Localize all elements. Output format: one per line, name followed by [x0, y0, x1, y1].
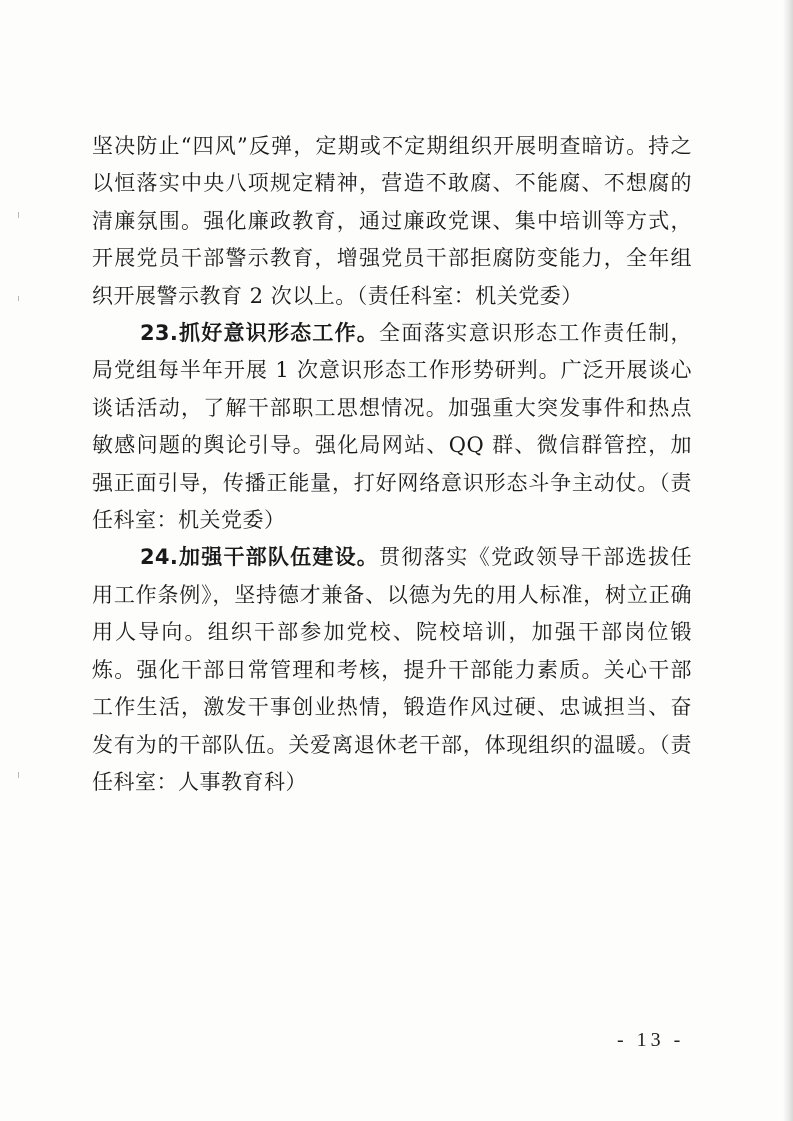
paragraph-text: 全面落实意识形态工作责任制，局党组每半年开展 1 次意识形态工作形势研判。广泛开展谈心谈话活动，了解干部职工思想情况。加强重大突发事件和热点敏感问题的舆论引导。强化局网站、QQ 群、微信群管控，加强正面引导，传播正能量，打好网络意识形态斗争主动仗。（责任科室：机关党委） [92, 321, 692, 533]
item-heading: 23.抓好意识形态工作。 [140, 321, 380, 346]
item-heading: 24.加强干部队伍建设。 [140, 545, 380, 570]
paragraph-item-24 [92, 539, 692, 801]
scan-mark [18, 212, 19, 218]
paragraph-text: 贯彻落实《党政领导干部选拔任用工作条例》，坚持德才兼备、以德为先的用人标准，树立正确用人导向。组织干部参加党校、院校培训，加强干部岗位锻炼。强化干部日常管理和考核，提升干部能力素质。关心干部工作生活，激发干事创业热情，锻造作风过硬、忠诚担当、奋发有为的干部队伍。关爱离退休老干部，体现组织的温暖。（责任科室：人事教育科） [92, 545, 692, 794]
scan-mark [18, 296, 19, 301]
body-text [92, 128, 692, 801]
paragraph-continuation [92, 128, 692, 315]
page-number: - 13 - [617, 1029, 685, 1051]
paragraph-item-23 [92, 315, 692, 539]
scan-edge-shadow [783, 0, 793, 1121]
scan-mark [18, 772, 19, 778]
paragraph-text: 坚决防止“四风”反弹，定期或不定期组织开展明查暗访。持之以恒落实中央八项规定精神，营造不敢腐、不能腐、不想腐的清廉氛围。强化廉政教育，通过廉政党课、集中培训等方式，开展党员干部警示教育，增强党员干部拒腐防变能力，全年组织开展警示教育 2 次以上。（责任科室：机关党委） [92, 134, 692, 308]
